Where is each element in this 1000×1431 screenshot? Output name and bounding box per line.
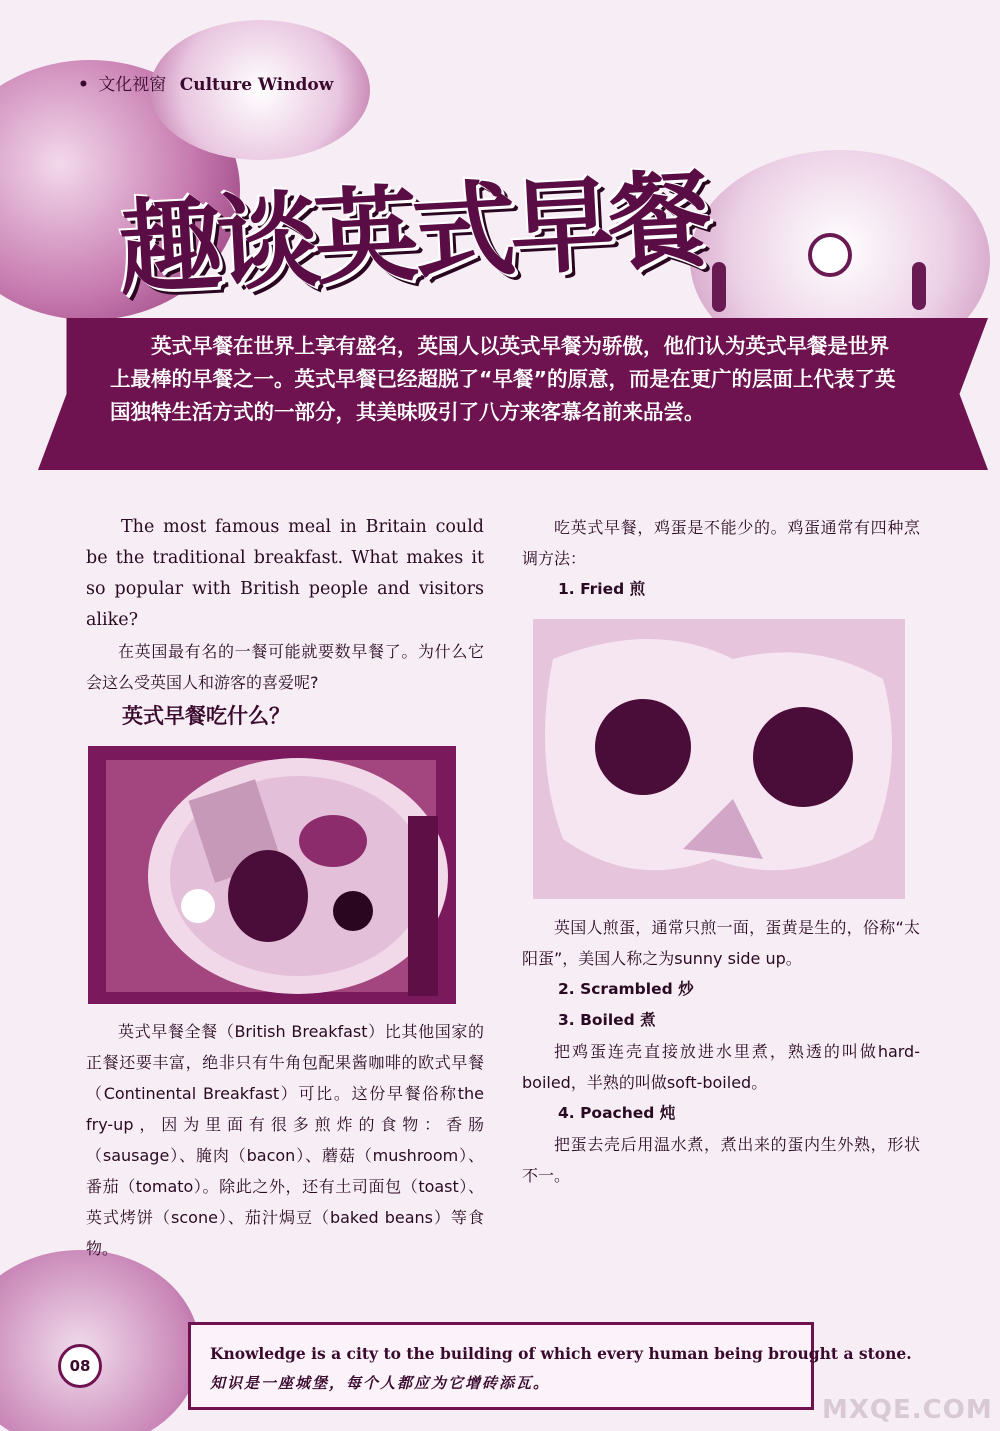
breakfast-photo-image	[88, 746, 456, 1004]
right-column-methods	[522, 912, 920, 1191]
boiled-description: 把鸡蛋连壳直接放进水里煮，熟透的叫做hard-boiled，半熟的叫做soft-boiled。	[522, 1042, 920, 1092]
fried-eggs-image	[533, 619, 905, 899]
egg-method-fried: 1. Fried 煎	[558, 580, 646, 598]
fried-description: 英国人煎蛋，通常只煎一面，蛋黄是生的，俗称“太阳蛋”，美国人称之为sunny side up。	[522, 918, 920, 968]
intro-banner-text: 英式早餐在世界上享有盛名，英国人以英式早餐为骄傲，他们认为英式早餐是世界上最棒的早餐之一。英式早餐已经超脱了“早餐”的原意，而是在更广的层面上代表了英国独特生活方式的一部分，其美味吸引了八方来客慕名前来品尝。	[110, 334, 896, 424]
plate-icon	[808, 233, 852, 277]
right-column	[522, 512, 920, 605]
bullet-icon: •	[78, 75, 89, 95]
page-number: 08	[58, 1344, 102, 1388]
watermark: MXQE.COM	[822, 1395, 993, 1425]
intro-chinese: 在英国最有名的一餐可能就要数早餐了。为什么它会这么受英国人和游客的喜爱呢?	[86, 642, 484, 692]
page-title: 趣谈英式早餐	[115, 158, 710, 311]
quote-box	[188, 1322, 814, 1410]
section-label-zh: 文化视窗	[98, 75, 167, 95]
decorative-bubble	[0, 1250, 200, 1431]
knife-icon	[712, 262, 726, 312]
quote-english: Knowledge is a city to the building of which every human being brought a stone.	[210, 1344, 912, 1363]
quote-chinese: 知识是一座城堡，每个人都应为它增砖添瓦。	[210, 1374, 551, 1392]
section-label	[78, 70, 333, 95]
intro-english: The most famous meal in Britain could be the traditional breakfast. What makes it so popular with British people and visitors alike?	[86, 517, 484, 630]
egg-method-boiled: 3. Boiled 煮	[558, 1011, 656, 1029]
breakfast-photo	[88, 746, 456, 1004]
left-column-body	[86, 1016, 484, 1264]
left-column	[86, 512, 484, 698]
poached-description: 把蛋去壳后用温水煮，煮出来的蛋内生外熟，形状不一。	[522, 1135, 920, 1185]
subheading: 英式早餐吃什么？	[122, 704, 290, 728]
section-label-en: Culture Window	[179, 75, 334, 95]
egg-method-poached: 4. Poached 炖	[558, 1104, 676, 1122]
breakfast-description: 英式早餐全餐（British Breakfast）比其他国家的正餐还要丰富，绝非只有牛角包配果酱咖啡的欧式早餐（Continental Breakfast）可比。这份早餐俗称the fry-up，因为里面有很多煎炸的食物：香肠（sausage）、腌肉（bacon）、蘑菇（mushroom）、番茄（tomato）。除此之外，还有土司面包（toast）、英式烤饼（scone）、茄汁焗豆（baked beans）等食物。	[86, 1022, 484, 1258]
fried-eggs-photo	[533, 619, 905, 899]
fork-icon	[912, 262, 926, 310]
egg-intro: 吃英式早餐，鸡蛋是不能少的。鸡蛋通常有四种烹调方法：	[522, 518, 920, 568]
egg-method-scrambled: 2. Scrambled 炒	[558, 980, 694, 998]
